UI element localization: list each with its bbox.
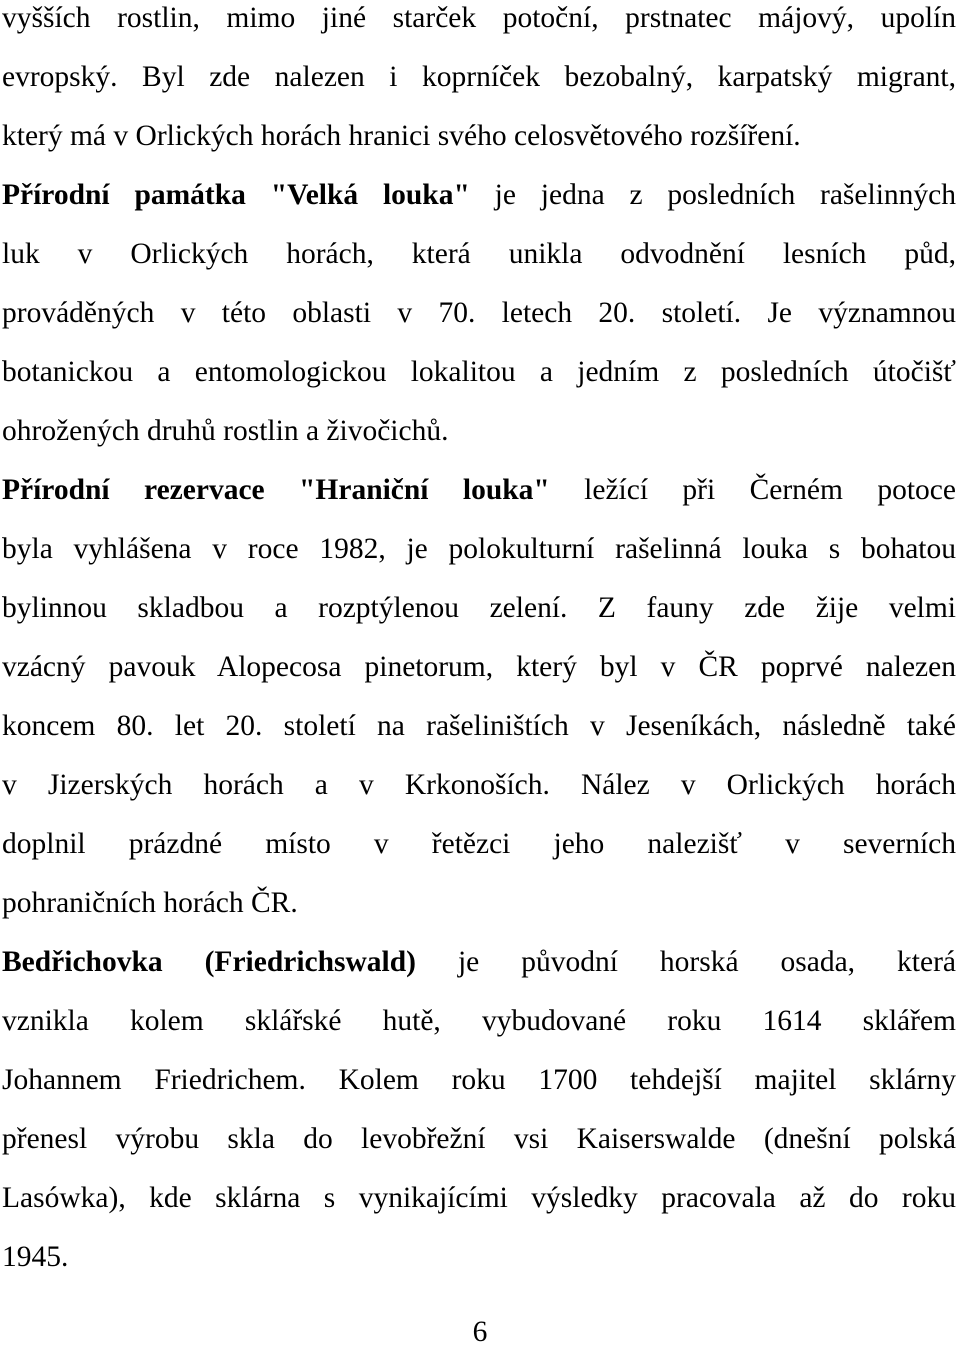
text-line [2, 1237, 956, 1277]
section-title-bedrichovka: Bedřichovka (Friedrichswald) [2, 946, 416, 978]
text-line [2, 765, 956, 805]
line-text: vzácný pavouk Alopecosa pinetorum, který byl v ČR poprvé nalezen [2, 651, 956, 683]
text-line [2, 352, 956, 392]
text-line [2, 293, 956, 333]
line-text: prováděných v této oblasti v 70. letech 20. století. Je významnou [2, 297, 956, 329]
line-text: který má v Orlických horách hranici svého celosvětového rozšíření. [2, 120, 801, 152]
text-line [2, 57, 956, 97]
line-text: pohraničních horách ČR. [2, 887, 298, 919]
line-text: ležící při Černém potoce [549, 474, 956, 506]
text-line [2, 116, 956, 156]
text-line [2, 1001, 956, 1041]
text-line [2, 706, 956, 746]
text-line [2, 411, 956, 451]
line-text: Johannem Friedrichem. Kolem roku 1700 tehdejší majitel sklárny [2, 1064, 956, 1096]
text-line [2, 234, 956, 274]
section-title-hranicni-louka: Přírodní rezervace "Hraniční louka" [2, 474, 550, 506]
line-text: 1945. [2, 1241, 69, 1273]
text-line [2, 824, 956, 864]
line-text: evropský. Byl zde nalezen i koprníček bezobalný, karpatský migrant, [2, 61, 956, 93]
line-text: ohrožených druhů rostlin a živočichů. [2, 415, 449, 447]
line-text: je původní horská osada, která [415, 946, 956, 978]
line-text: byla vyhlášena v roce 1982, je polokulturní rašelinná louka s bohatou [2, 533, 956, 565]
line-text: v Jizerských horách a v Krkonoších. Nález v Orlických horách [2, 769, 956, 801]
text-line [2, 175, 956, 215]
text-line [2, 470, 956, 510]
section-title-velka-louka: Přírodní památka "Velká louka" [2, 179, 470, 211]
text-line [2, 1178, 956, 1218]
text-line [2, 1119, 956, 1159]
line-text: je jedna z posledních rašelinných [469, 179, 956, 211]
line-text: přenesl výrobu skla do levobřežní vsi Kaiserswalde (dnešní polská [2, 1123, 956, 1155]
line-text: doplnil prázdné místo v řetězci jeho nalezišť v severních [2, 828, 956, 860]
text-line [2, 529, 956, 569]
line-text: luk v Orlických horách, která unikla odvodnění lesních půd, [2, 238, 956, 270]
line-text: vyšších rostlin, mimo jiné starček potoční, prstnatec májový, upolín [2, 2, 956, 34]
line-text: bylinnou skladbou a rozptýlenou zelení. Z fauny zde žije velmi [2, 592, 956, 624]
line-text: Lasówka), kde sklárna s vynikajícími výsledky pracovala až do roku [2, 1182, 956, 1214]
text-line [2, 942, 956, 982]
text-line [2, 647, 956, 687]
text-line [2, 883, 956, 923]
line-text: botanickou a entomologickou lokalitou a jedním z posledních útočišť [2, 356, 956, 388]
text-line [2, 1060, 956, 1100]
text-line [2, 588, 956, 628]
text-line [2, 0, 956, 38]
page-number: 6 [472, 1316, 488, 1348]
line-text: koncem 80. let 20. století na rašeliništích v Jeseníkách, následně také [2, 710, 956, 742]
line-text: vznikla kolem sklářské hutě, vybudované roku 1614 sklářem [2, 1005, 956, 1037]
